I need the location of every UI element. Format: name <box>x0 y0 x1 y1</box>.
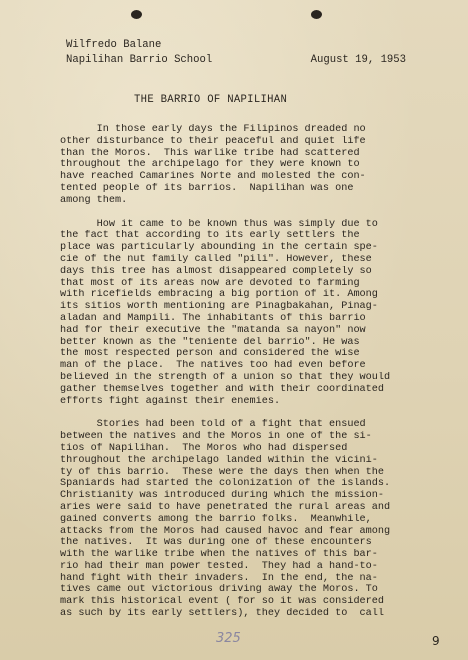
text-line: aries were said to have penetrated the rural areas and <box>60 501 391 513</box>
text-line: that most of its areas now are devoted to farming <box>60 277 360 289</box>
text-line: between the natives and the Moros in one of the si- <box>60 431 372 443</box>
text-line: tented people of its barrios. Napilihan was one <box>60 182 354 194</box>
author-name: Wilfredo Balane <box>66 39 162 51</box>
document-body <box>60 124 410 632</box>
document-title: THE BARRIO OF NAPILIHAN <box>134 94 288 106</box>
text-line: had for their executive the "matanda sa nayon" now <box>60 324 366 336</box>
paragraph <box>60 124 410 207</box>
text-line: How it came to be known thus was simply due to <box>60 218 378 230</box>
text-line: among them. <box>60 194 128 206</box>
text-line: the natives. It was during one of these encounters <box>60 537 372 549</box>
text-line: than the Moros. This warlike tribe had scattered <box>60 147 360 159</box>
text-line: cie of the nut family called "pili". However, these <box>60 253 372 265</box>
text-line: In those early days the Filipinos dreaded no <box>60 124 366 135</box>
text-line: believed in the strength of a union so that they would <box>60 371 391 383</box>
text-line: efforts fight against their enemies. <box>60 395 281 407</box>
text-line: days this tree has almost disappeared completely so <box>60 265 372 277</box>
text-line: Christianity was introduced during which the mission- <box>60 490 385 502</box>
text-line: as such by its early settlers), they decided to call <box>60 608 385 620</box>
text-line: have reached Camarines Norte and molested the con- <box>60 171 366 183</box>
document-header <box>66 38 406 68</box>
text-line: man of the place. The natives too had even before <box>60 360 366 372</box>
text-line: hand fight with their invaders. In the end, the na- <box>60 572 378 584</box>
text-line: mark this historical event ( for so it was considered <box>60 596 385 608</box>
text-line: tios of Napilihan. The Moros who had dispersed <box>60 442 348 454</box>
text-line: gather themselves together and with their coordinated <box>60 383 385 395</box>
text-line: place was particularly abounding in the certain spe- <box>60 242 378 254</box>
handwritten-number: 325 <box>216 631 241 646</box>
text-line: its sitios worth mentioning are Pinagbakahan, Pinag- <box>60 301 378 313</box>
text-line: Spaniards had started the colonization of the islands. <box>60 478 391 490</box>
text-line: throughout the archipelago landed within the vicini- <box>60 454 378 466</box>
punch-hole-left <box>131 10 142 19</box>
text-line: other disturbance to their peaceful and quiet life <box>60 135 366 147</box>
text-line: Stories had been told of a fight that ensued <box>60 419 366 431</box>
text-line: with ricefields embracing a big portion of it. Among <box>60 289 378 301</box>
text-line: tives came out victorious driving away the Moros. To <box>60 584 378 596</box>
text-line: the most respected person and considered the wise <box>60 348 360 360</box>
paragraph <box>60 419 410 620</box>
document-date: August 19, 1953 <box>310 54 406 66</box>
text-line: aladan and Mampili. The inhabitants of this barrio <box>60 312 366 324</box>
text-line: the fact that according to its early settlers the <box>60 230 360 242</box>
punch-hole-right <box>311 10 322 19</box>
text-line: gained converts among the barrio folks. Meanwhile, <box>60 513 372 525</box>
page-number: 9 <box>432 634 440 648</box>
school-name: Napilihan Barrio School <box>66 54 213 66</box>
text-line: attacks from the Moros had caused havoc and fear among <box>60 525 391 537</box>
text-line: rio had their man power tested. They had a hand-to- <box>60 560 378 572</box>
text-line: better known as the "teniente del barrio". He was <box>60 336 360 348</box>
text-line: ty of this barrio. These were the days then when the <box>60 466 385 478</box>
text-line: throughout the archipelago for they were known to <box>60 159 360 171</box>
paragraph <box>60 219 410 408</box>
text-line: with the warlike tribe when the natives of this bar- <box>60 549 378 561</box>
